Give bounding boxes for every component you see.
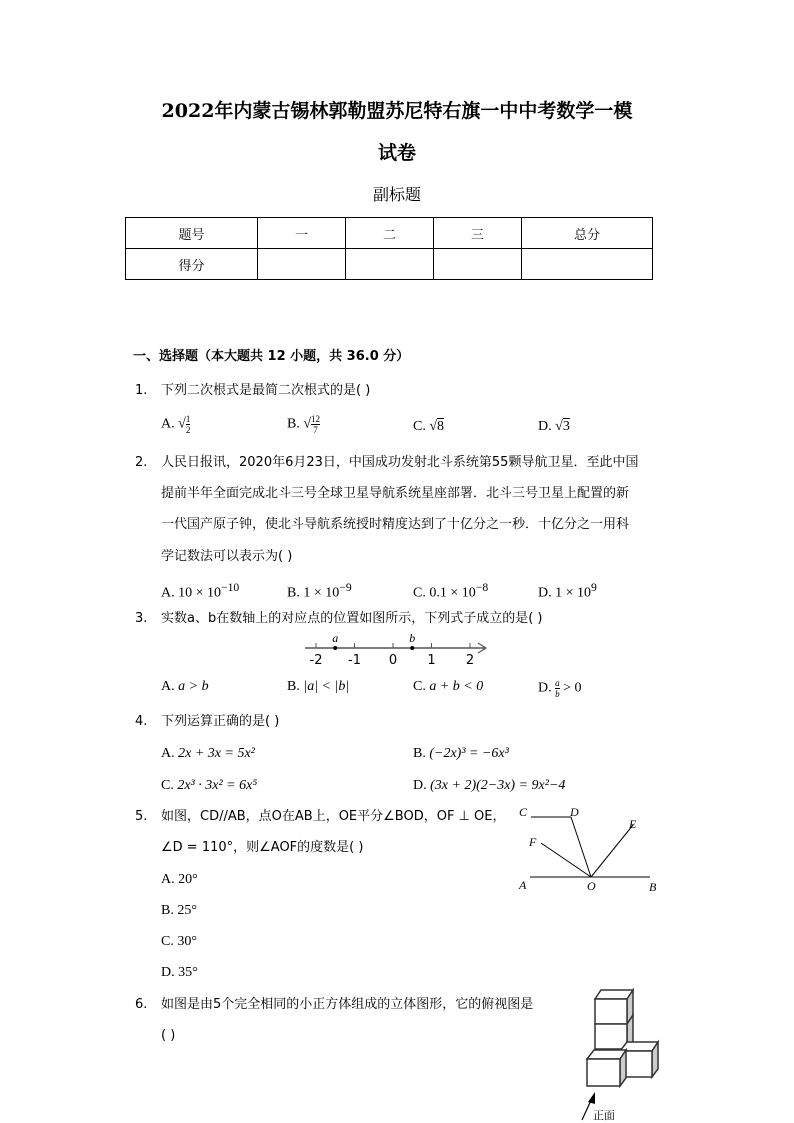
option-text: > 0 xyxy=(559,680,582,696)
score-cell[interactable] xyxy=(346,249,434,280)
option-label: D. xyxy=(161,965,175,980)
front-label: 正面 xyxy=(593,1109,615,1122)
option-d[interactable] xyxy=(413,777,565,795)
option-a[interactable]: A. √ $\frac{1}{2}$ xyxy=(161,414,191,435)
point-a xyxy=(333,646,337,650)
option-text: a + b < 0 xyxy=(429,679,484,694)
sqrt-value: 8 xyxy=(437,419,445,434)
question-text: 人民日报讯，2020年6月23日，中国成功发射北斗系统第55颗导航卫星．至此中国 xyxy=(161,455,639,470)
segment-do xyxy=(571,817,591,877)
exponent: −8 xyxy=(475,581,489,594)
fraction-numerator: a xyxy=(555,678,560,688)
option-label: D. xyxy=(413,778,427,793)
header-cell: 二 xyxy=(346,218,434,249)
option-a[interactable] xyxy=(161,745,255,763)
option-label: B. xyxy=(287,416,300,432)
view-arrow-head xyxy=(588,1092,595,1104)
question-text: 实数a、b在数轴上的对应点的位置如图所示，下列式子成立的是( ) xyxy=(161,611,543,626)
option-text: 30° xyxy=(177,934,197,949)
header-cell: 总分 xyxy=(522,218,653,249)
option-a[interactable] xyxy=(161,871,198,889)
question-number: 3. xyxy=(135,611,148,626)
score-table-score-row xyxy=(126,249,653,280)
option-text: 20° xyxy=(178,872,198,887)
option-b[interactable] xyxy=(161,902,197,920)
title-line-1: 2022年内蒙古锡林郭勒盟苏尼特右旗一中中考数学一模 xyxy=(161,100,633,122)
exponent: −10 xyxy=(221,581,240,594)
question-text: 一代国产原子钟，使北斗导航系统授时精度达到了十亿分之一秒．十亿分之一用科 xyxy=(161,517,630,532)
question-text: 下列二次根式是最简二次根式的是( ) xyxy=(161,383,371,398)
label-o: O xyxy=(587,879,596,893)
label-a: A xyxy=(519,878,527,892)
option-d[interactable] xyxy=(161,964,198,982)
cube-front xyxy=(587,1050,626,1086)
label-c: C xyxy=(519,805,528,819)
score-table-header-row xyxy=(126,218,653,249)
option-text: 1 × 10 xyxy=(555,585,592,601)
row-label: 得分 xyxy=(126,249,258,280)
option-label: B. xyxy=(287,585,300,601)
option-c[interactable]: C. √8 xyxy=(413,419,445,434)
option-label: B. xyxy=(413,746,426,761)
option-a[interactable] xyxy=(161,678,209,696)
option-d[interactable]: D. √3 xyxy=(538,419,570,434)
sqrt-denominator: 7 xyxy=(311,424,320,435)
sqrt-numerator: 12 xyxy=(311,414,321,424)
option-text: |a| < |b| xyxy=(303,679,350,694)
option-text: 25° xyxy=(177,903,197,918)
ray-oe xyxy=(591,825,633,877)
option-label: A. xyxy=(161,416,175,432)
tick-label: 2 xyxy=(465,653,475,668)
cube-top xyxy=(595,990,633,1024)
cubes-figure xyxy=(575,985,665,1123)
tick-label: 0 xyxy=(388,653,398,668)
option-b[interactable] xyxy=(287,579,352,603)
score-cell[interactable] xyxy=(522,249,653,280)
label-e: E xyxy=(629,817,637,831)
question-text: ( ) xyxy=(161,1028,176,1043)
sqrt-value: 3 xyxy=(562,419,570,434)
label-f: F xyxy=(529,835,537,849)
question-text: 学记数法可以表示为( ) xyxy=(161,549,293,564)
question-number: 5. xyxy=(135,809,148,824)
option-c[interactable] xyxy=(161,933,197,951)
option-d[interactable] xyxy=(538,678,582,699)
question-text: 下列运算正确的是( ) xyxy=(161,714,280,729)
option-text: 1 × 10 xyxy=(303,585,340,601)
option-b[interactable]: B. √ $\frac{12}{7}$ xyxy=(287,414,321,435)
tick-label: 1 xyxy=(427,653,436,668)
exponent: 9 xyxy=(591,581,597,594)
score-table xyxy=(125,217,653,280)
option-text: (3x + 2)(2−3x) = 9x²−4 xyxy=(430,778,566,793)
section-header: 一、选择题（本大题共 12 小题，共 36.0 分） xyxy=(133,349,410,364)
option-text: 0.1 × 10 xyxy=(429,585,476,601)
point-label-a: a xyxy=(332,631,339,645)
option-label: C. xyxy=(161,778,174,793)
ray-of xyxy=(541,843,591,877)
label-b: B xyxy=(649,880,657,894)
option-c[interactable] xyxy=(161,777,257,795)
option-text: 35° xyxy=(178,965,198,980)
question-number: 4. xyxy=(135,714,148,729)
option-text: a > b xyxy=(178,679,209,694)
option-label: B. xyxy=(161,903,174,918)
option-label: B. xyxy=(287,679,300,694)
header-cell: 三 xyxy=(434,218,522,249)
sqrt-numerator: 1 xyxy=(185,414,191,424)
score-cell[interactable] xyxy=(258,249,346,280)
option-label: A. xyxy=(161,872,175,887)
option-label: A. xyxy=(161,746,175,761)
option-b[interactable] xyxy=(413,745,509,763)
score-cell[interactable] xyxy=(434,249,522,280)
option-text: 2x³ · 3x² = 6x⁵ xyxy=(177,778,258,793)
angle-figure xyxy=(510,800,670,895)
option-c[interactable] xyxy=(413,579,488,603)
question-text: 如图，CD//AB，点O在AB上，OE平分∠BOD，OF ⊥ OE， xyxy=(161,809,506,824)
question-number: 1. xyxy=(135,383,148,398)
tick-label: -1 xyxy=(348,653,361,668)
point-b xyxy=(410,646,414,650)
tick-label: -2 xyxy=(309,653,323,668)
option-label: D. xyxy=(538,419,552,434)
option-label: C. xyxy=(413,419,426,434)
number-line-figure xyxy=(295,630,495,670)
option-label: C. xyxy=(413,679,426,694)
option-d[interactable] xyxy=(538,579,597,603)
option-label: D. xyxy=(538,585,552,601)
question-number: 6. xyxy=(135,997,148,1012)
option-label: A. xyxy=(161,679,175,694)
point-label-b: b xyxy=(409,631,416,645)
exponent: −9 xyxy=(339,581,352,594)
option-label: A. xyxy=(161,585,175,601)
sqrt-denominator: 2 xyxy=(185,425,191,435)
subtitle: 副标题 xyxy=(372,185,421,204)
question-text: ∠D = 110°，则∠AOF的度数是( ) xyxy=(161,840,364,855)
option-text: 10 × 10 xyxy=(178,585,222,601)
option-label: D. xyxy=(538,680,552,696)
question-number: 2. xyxy=(135,455,148,470)
option-text: 2x + 3x = 5x² xyxy=(178,746,255,761)
option-label: C. xyxy=(413,585,426,601)
question-text: 如图是由5个完全相同的小正方体组成的立体图形，它的俯视图是 xyxy=(161,997,534,1012)
label-d: D xyxy=(570,805,579,819)
title-line-2: 试卷 xyxy=(377,142,416,164)
option-b[interactable] xyxy=(287,678,349,696)
option-text: (−2x)³ = −6x³ xyxy=(429,746,509,761)
header-cell: 题号 xyxy=(126,218,258,249)
header-cell: 一 xyxy=(258,218,346,249)
fraction-denominator: b xyxy=(555,689,560,699)
option-c[interactable] xyxy=(413,678,483,696)
option-a[interactable] xyxy=(161,579,239,603)
question-text: 提前半年全面完成北斗三号全球卫星导航系统星座部署．北斗三号卫星上配置的新 xyxy=(161,486,630,501)
option-label: C. xyxy=(161,934,174,949)
